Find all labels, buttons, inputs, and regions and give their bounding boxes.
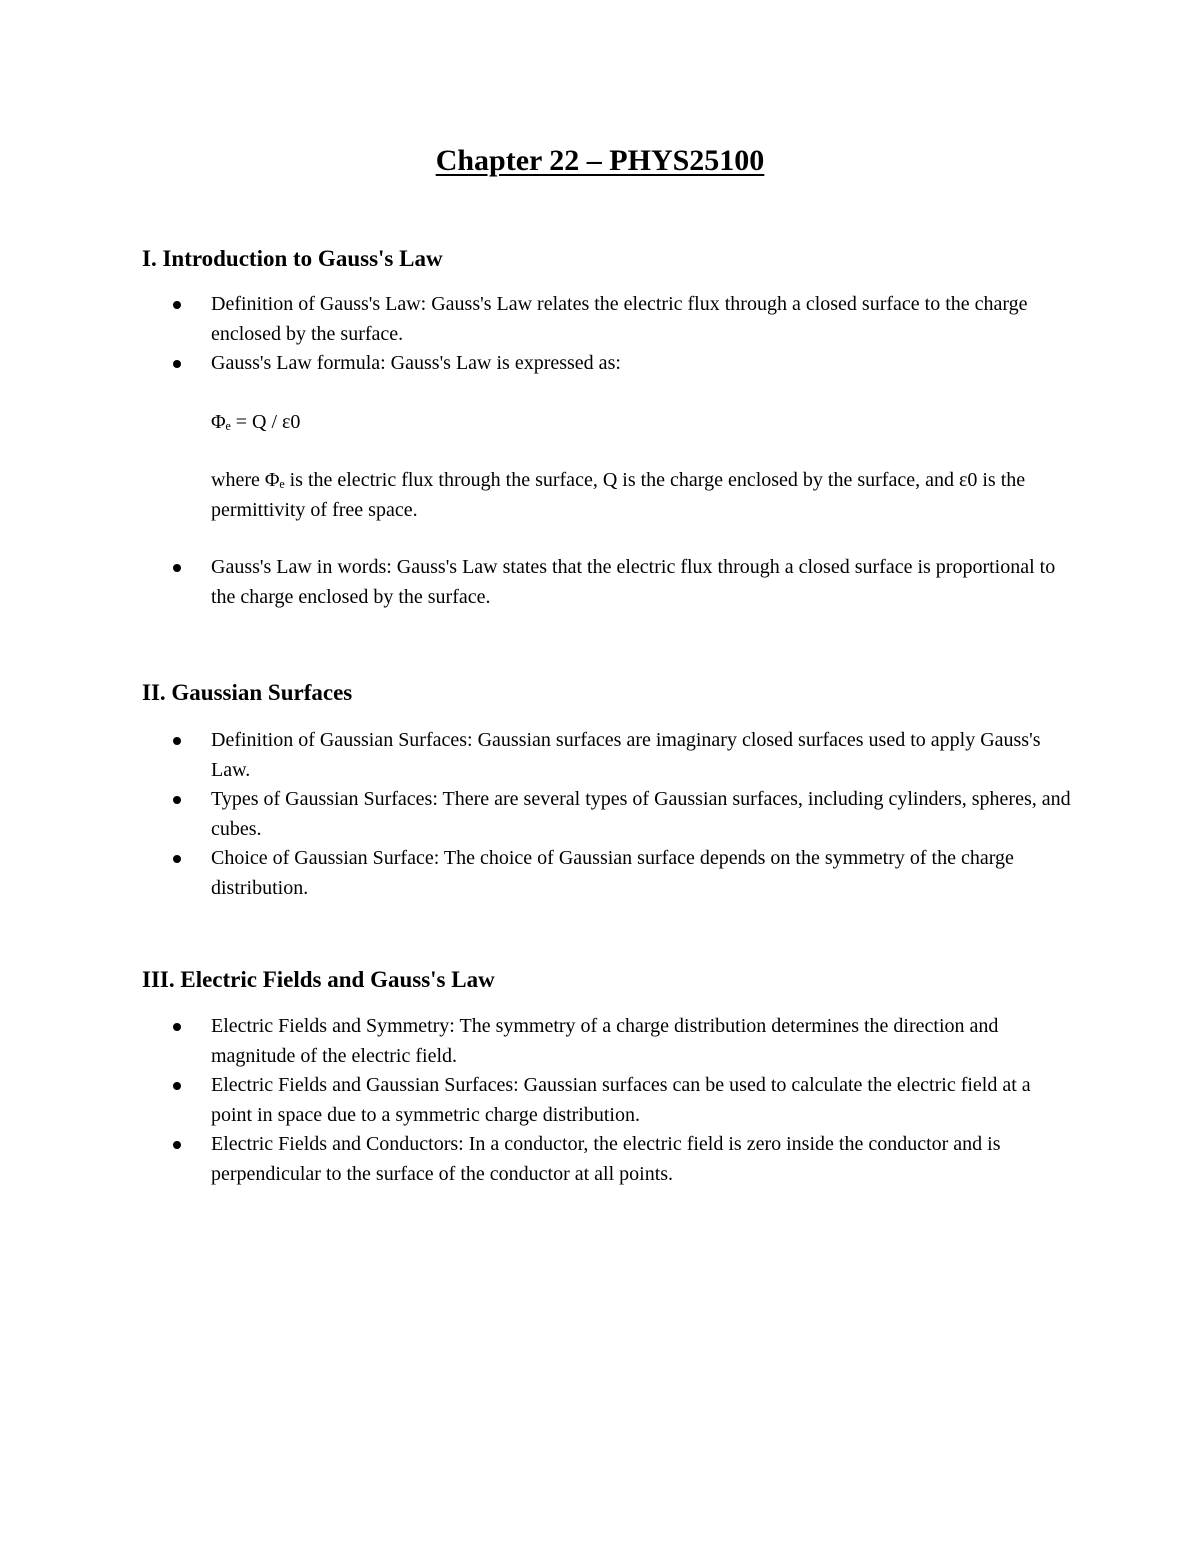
bullet-icon [173,1141,181,1149]
list-item [211,1130,1071,1189]
list-item [211,553,1071,612]
list-item [211,1071,1071,1130]
bullet-text: Definition of Gauss's Law: Gauss's Law relates the electric flux through a closed surface to the charge enclosed by the surface. [211,293,1028,345]
bullet-text: Electric Fields and Symmetry: The symmetry of a charge distribution determines the direction and magnitude of the electric field. [211,1015,999,1067]
section-2-bullet-list [211,726,1071,903]
document-title: Chapter 22 – PHYS25100 [435,144,765,177]
bullet-icon [173,796,181,804]
list-item [211,844,1071,903]
list-item [211,349,1071,379]
section-heading-1: I. Introduction to Gauss's Law [142,246,443,271]
bullet-icon [173,1082,181,1090]
bullet-icon [173,360,181,368]
list-item [211,726,1071,785]
list-item [211,785,1071,844]
section-heading-2: II. Gaussian Surfaces [142,680,353,705]
section-heading-3: III. Electric Fields and Gauss's Law [142,967,495,992]
bullet-text: Electric Fields and Conductors: In a conductor, the electric field is zero inside the conductor and is perpendicular to the surface of the conductor at all points. [211,1133,1001,1185]
section-1-bullet-list-continued [211,553,1071,612]
formula-explanation: where Φₑ is the electric flux through the surface, Q is the charge enclosed by the surface, and ε0 is the permittivity of free space. [211,469,1026,521]
section-3-bullet-list [211,1012,1071,1189]
list-item [211,1012,1071,1071]
bullet-icon [173,301,181,309]
list-item [211,290,1071,349]
bullet-icon [173,737,181,745]
bullet-text: Definition of Gaussian Surfaces: Gaussian surfaces are imaginary closed surfaces used to apply Gauss's Law. [211,729,1041,781]
bullet-text: Electric Fields and Gaussian Surfaces: Gaussian surfaces can be used to calculate the electric field at a point in space due to a symmetric charge distribution. [211,1074,1031,1126]
section-1-bullet-list [211,290,1071,379]
bullet-icon [173,564,181,572]
bullet-text: Gauss's Law formula: Gauss's Law is expressed as: [211,352,621,374]
bullet-text: Choice of Gaussian Surface: The choice of Gaussian surface depends on the symmetry of the charge distribution. [211,847,1014,899]
gauss-law-formula: Φₑ = Q / ε0 [211,411,301,433]
bullet-text: Types of Gaussian Surfaces: There are several types of Gaussian surfaces, including cylinders, spheres, and cubes. [211,788,1071,840]
bullet-icon [173,1023,181,1031]
bullet-text: Gauss's Law in words: Gauss's Law states that the electric flux through a closed surface is proportional to the charge enclosed by the surface. [211,556,1056,608]
bullet-icon [173,855,181,863]
